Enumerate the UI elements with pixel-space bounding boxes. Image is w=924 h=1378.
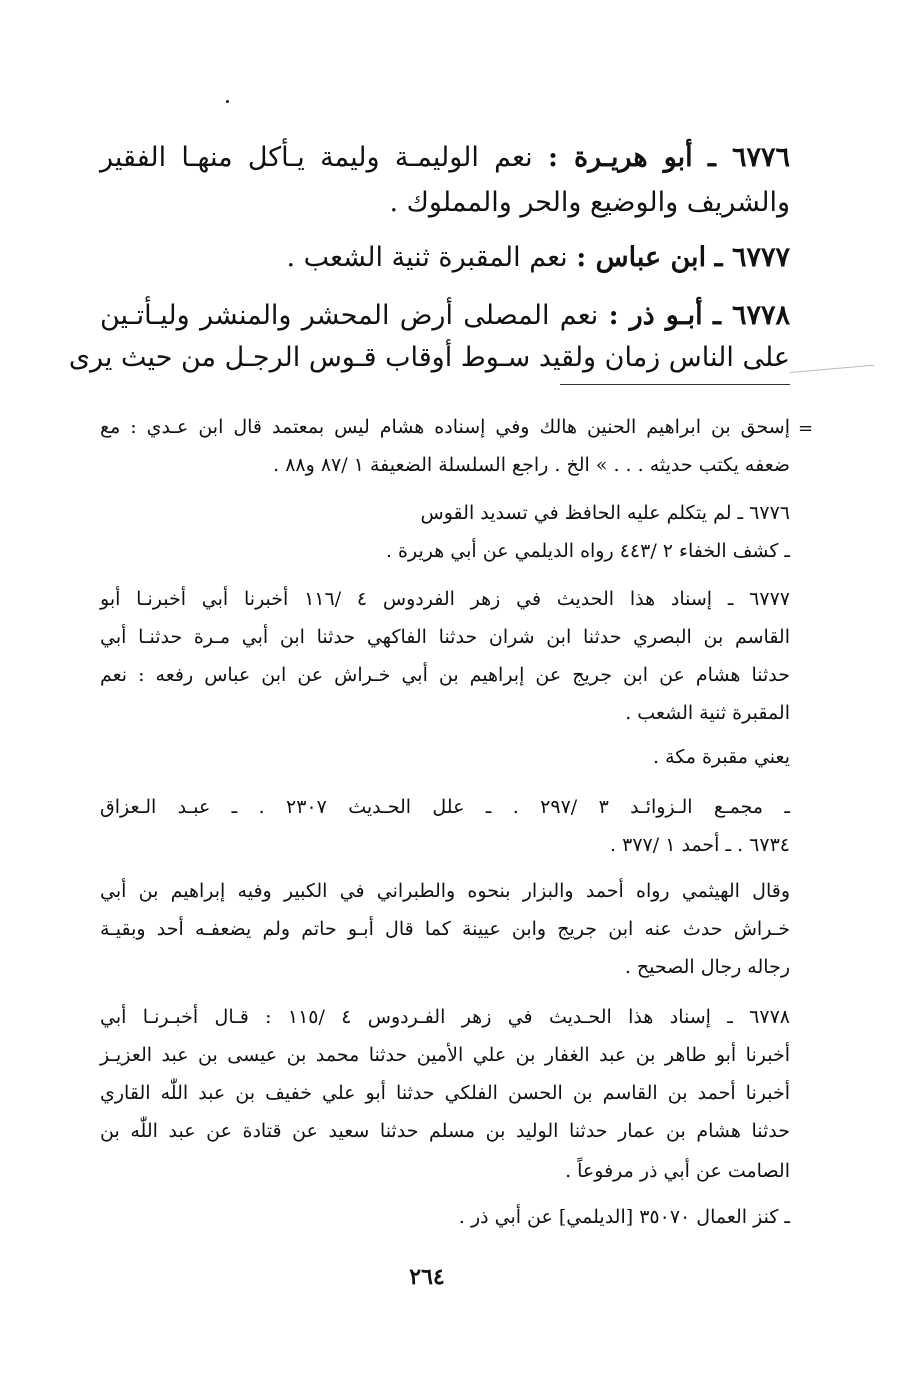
footnote-6777-line-8: وقال الهيثمي رواه أحمد والبزار بنحوه والطبراني في الكبير وفيه إبراهيم بن أبي [100, 880, 790, 902]
hadith-6778-line-1 [100, 300, 790, 331]
hadith-6777-line-1 [100, 242, 840, 273]
hadith-6778-line-2: على الناس زمان ولقيد سـوط أوقاب قـوس الرجـل من حيث يرى [68, 342, 790, 373]
footnote-6778-line-6: ـ كنز العمال ٣٥٠٧٠ [الديلمي] عن أبي ذر . [458, 1206, 790, 1228]
footnote-6777-line-7: ٦٧٣٤ . ـ أحمد ١ /٣٧٧ . [610, 834, 790, 856]
hadith-number: ٦٧٧٧ ـ [714, 242, 790, 273]
footnote-6777-line-10: رجاله رجال الصحيح . [624, 956, 790, 978]
footnote-6778-line-4: حدثنا هشام بن عمار حدثنا الوليد بن مسلم حدثنا سعيد عن قتادة عن عبد اللّٰه بن [100, 1120, 790, 1142]
footnote-6777-line-3: حدثنا هشام عن ابن جريج عن إبراهيم بن أبي خـراش عن ابن عباس رفعه : نعم [100, 664, 790, 686]
hadith-text: نعم الوليمـة وليمة يـأكل منهـا الفقير [100, 142, 533, 173]
footnote-6778-line-2: أخبرنا أبو طاهر بن عبد الغفار بن علي الأمين حدثنا محمد بن عيسى بن عبد العزيـز [100, 1044, 790, 1066]
footnote-separator [560, 384, 790, 385]
hadith-6776-line-2: والشريف والوضيع والحر والمملوك . [389, 187, 790, 218]
hadith-narrator: أبو هريـرة : [547, 142, 693, 173]
hadith-number: ٦٧٧٦ ـ [707, 142, 790, 173]
hadith-text: نعم المصلى أرض المحشر والمنشر وليـأتـين [100, 300, 599, 331]
continuation-mark: = [798, 418, 814, 439]
footnote-6778-line-1: ٦٧٧٨ ـ إسناد هذا الحـديث في زهر الفـردوس ٤ /١١٥ : قـال أخبـرنـا أبي [100, 1006, 790, 1028]
footnote-6777-line-6: ـ مجمـع الـزوائـد ٣ /٢٩٧ . ـ علل الحـديث ٢٣٠٧ . ـ عبـد الـعزاق [100, 796, 790, 818]
footnote-prev-line-2: ضعفه يكتب حديثه . . . » الخ . راجع السلسلة الضعيفة ١ /٨٧ و٨٨ . [273, 454, 790, 476]
hadith-narrator: ابن عباس : [576, 242, 707, 273]
hadith-number: ٦٧٧٨ ـ [712, 300, 791, 331]
footnote-6776-line-2: ـ كشف الخفاء ٢ /٤٤٣ رواه الديلمي عن أبي هريرة . [385, 540, 790, 562]
ink-speck [226, 100, 229, 103]
page-number: ٢٦٤ [409, 1264, 445, 1290]
hadith-6776-line-1 [100, 142, 790, 173]
footnote-6777-line-9: خـراش حدث عنه ابن جريج وابن عيينة كما قال أبـو حاتم ولم يضعفـه أحد وبقيـة [100, 918, 790, 940]
footnote-separator-tail [790, 365, 875, 373]
footnote-prev-line-1: إسحق بن ابراهيم الحنين هالك وفي إسناده هشام ليس بمعتمد قال ابن عـدي : مع [100, 416, 790, 438]
hadith-text: نعم المقبرة ثنية الشعب . [286, 242, 568, 273]
footnote-6777-line-2: القاسم بن البصري حدثنا ابن شران حدثنا الفاكهي حدثنا ابن أبي مـرة حدثنـا أبي [100, 626, 790, 648]
footnote-6778-line-5: الصامت عن أبي ذر مرفوعاً . [565, 1160, 790, 1182]
footnote-6777-line-1: ٦٧٧٧ ـ إسناد هذا الحديث في زهر الفردوس ٤ /١١٦ أخبرنا أبي أخبرنـا أبو [100, 588, 790, 610]
footnote-6777-line-4: المقبرة ثنية الشعب . [625, 702, 790, 724]
footnote-6777-line-5: يعني مقبرة مكة . [653, 746, 790, 768]
hadith-narrator: أبـو ذر : [608, 300, 703, 331]
footnote-6778-line-3: أخبرنا أحمد بن القاسم بن الحسن الفلكي حدثنا أبو علي خفيف بن عبد اللّٰه القاري [100, 1082, 790, 1104]
footnote-6776-line-1: ٦٧٧٦ ـ لم يتكلم عليه الحافظ في تسديد القوس [420, 502, 790, 524]
